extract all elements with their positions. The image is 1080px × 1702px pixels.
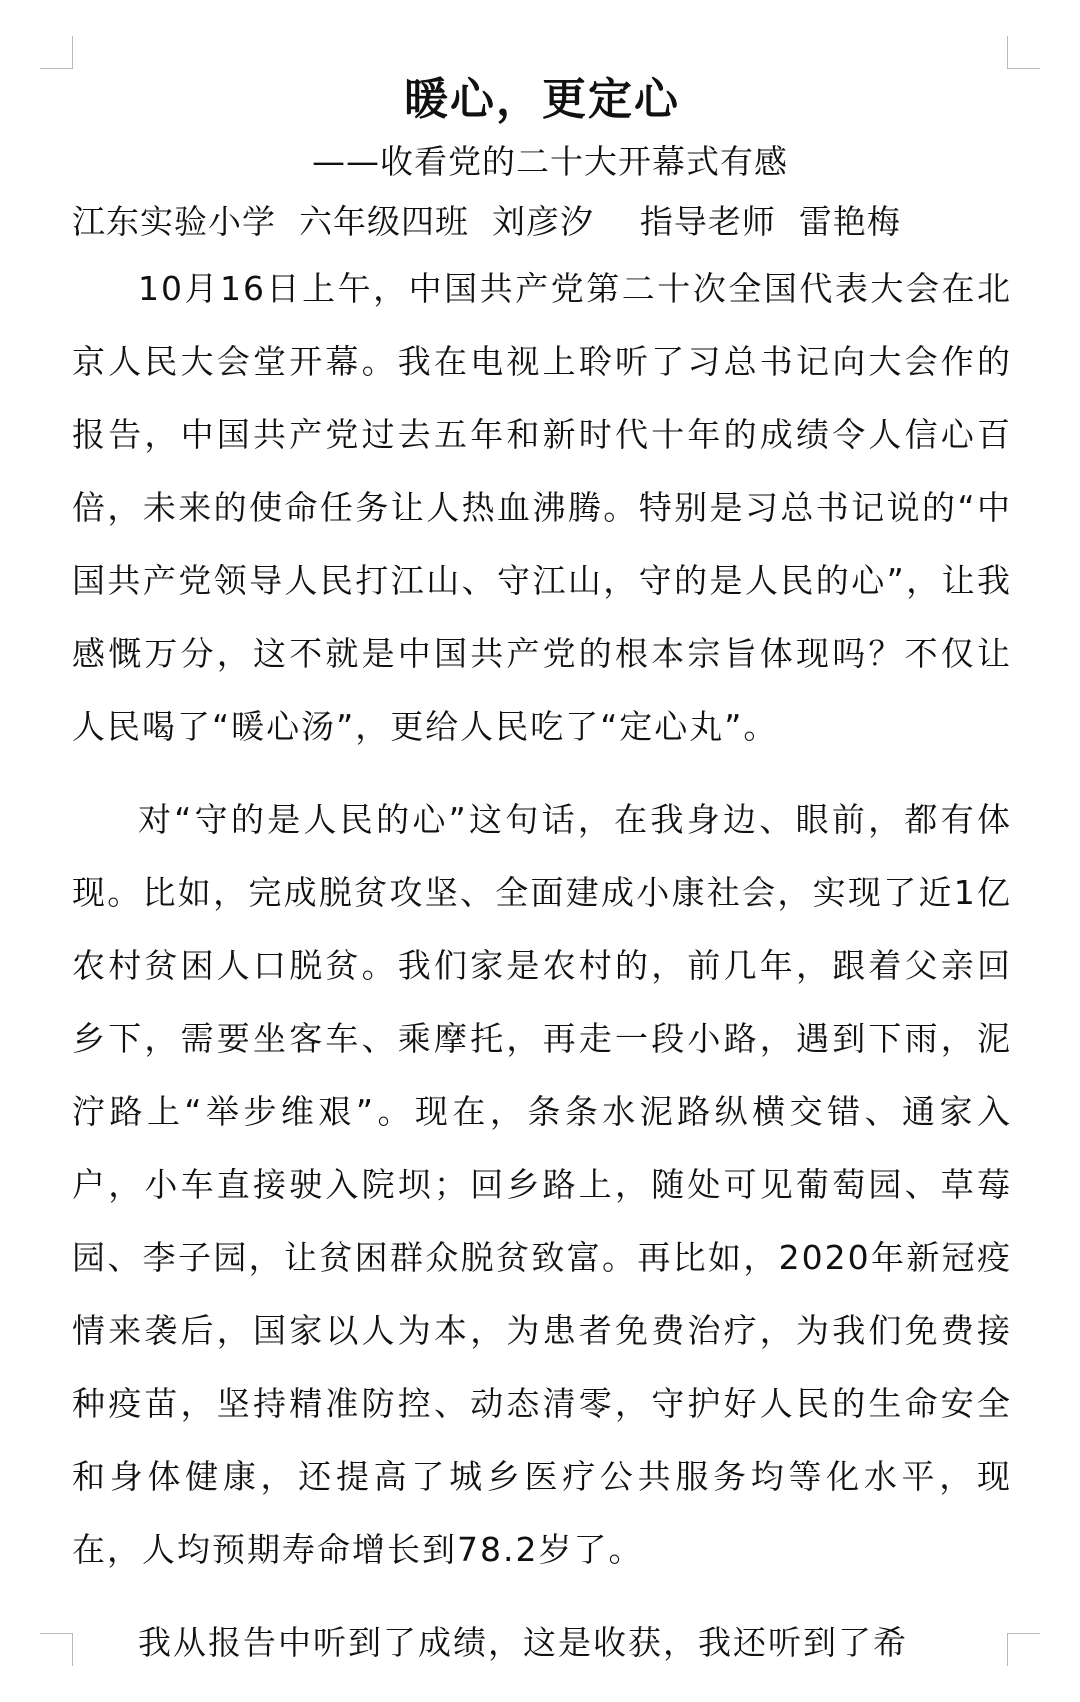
essay-subtitle: ——收看党的二十大开幕式有感 [312,142,788,181]
paragraph-1: 10月16日上午，中国共产党第二十次全国代表大会在北京人民大会堂开幕。我在电视上聆听了习总书记向大会作的报告，中国共产党过去五年和新时代十年的成绩令人信心百倍，未来的使命任务让人热血沸腾。特别是习总书记说的“中国共产党领导人民打江山、守江山，守的是人民的心”，让我感慨万分，这不就是中国共产党的根本宗旨体现吗？不仅让人民喝了“暖心汤”，更给人民吃了“定心丸”。 [72,269,1012,746]
page-corner-mark-top-left [40,36,73,69]
paragraph-2: 对“守的是人民的心”这句话，在我身边、眼前，都有体现。比如，完成脱贫攻坚、全面建成小康社会，实现了近1亿农村贫困人口脱贫。我们家是农村的，前几年，跟着父亲回乡下，需要坐客车、乘摩托，再走一段小路，遇到下雨，泥泞路上“举步维艰”。现在，条条水泥路纵横交错、通家入户，小车直接驶入院坝；回乡路上，随处可见葡萄园、草莓园、李子园，让贫困群众脱贫致富。再比如，2020年新冠疫情来袭后，国家以人为本，为患者免费治疗，为我们免费接种疫苗，坚持精准防控、动态清零，守护好人民的生命安全和身体健康，还提高了城乡医疗公共服务均等化水平，现在，人均预期寿命增长到78.2岁了。 [72,800,1012,1569]
page-corner-mark-top-right [1007,36,1040,69]
author-byline: 江东实验小学 六年级四班 刘彦汐 指导老师 雷艳梅 [72,202,901,241]
essay-title: 暖心，更定心 [404,74,680,125]
paragraph-3: 我从报告中听到了成绩，这是收获，我还听到了希 [138,1623,908,1662]
page-corner-mark-bottom-left [40,1633,73,1666]
document-page [72,70,1012,1679]
